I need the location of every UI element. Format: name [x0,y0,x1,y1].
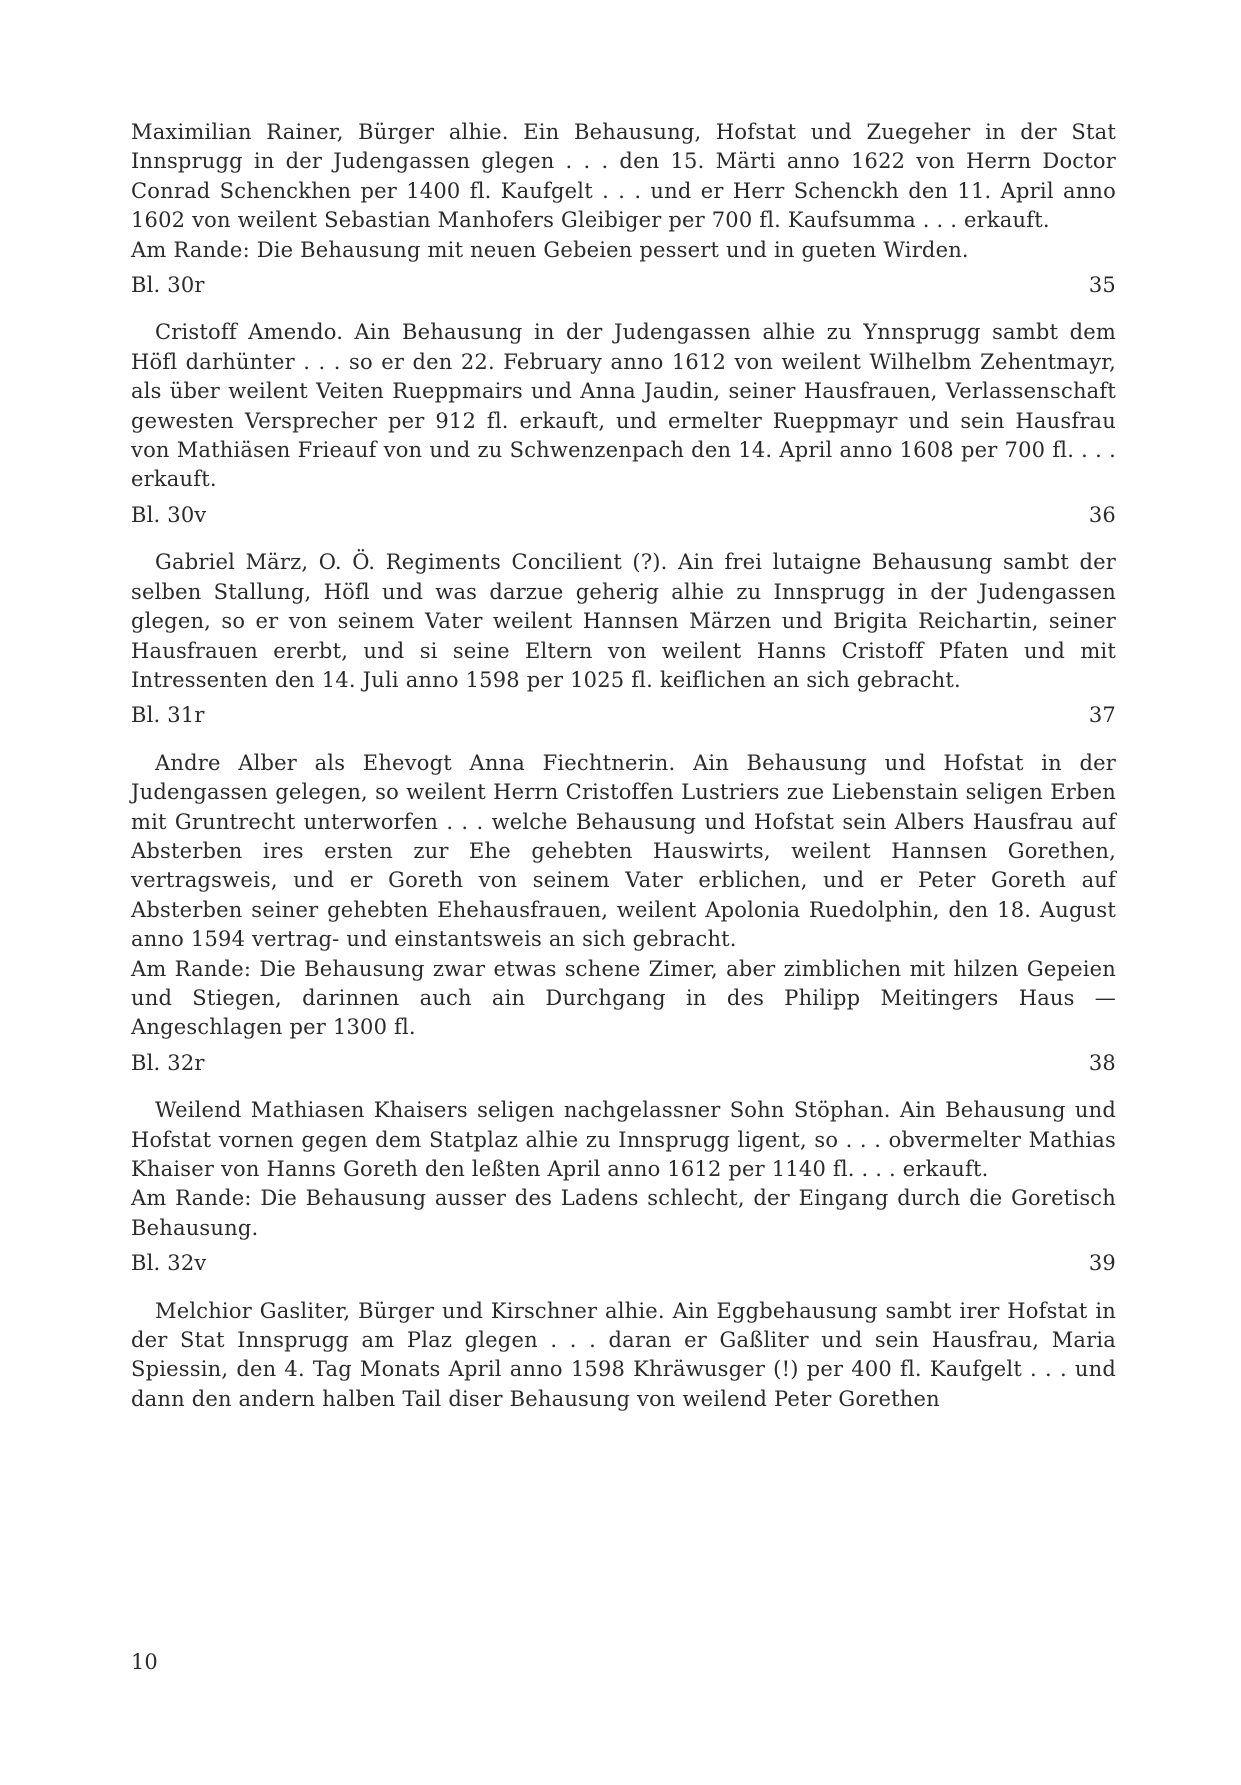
entry-number: 39 [1088,1251,1116,1276]
folio-reference: Bl. 30r [131,273,205,298]
entry-text: Cristoff Amendo. Ain Behausung in der Judengassen alhie zu Ynnsprugg sambt dem Höfl darhünter . . . so er den 22. February anno 1612 von weilent Wilhelbm Zehentmayr, als über weilent Veiten Rueppmairs und Anna Jaudin, seiner Hausfrauen, Verlassenschaft gewesten Versprecher per 912 fl. erkauft, und ermelter Rueppmayr und sein Hausfrau von Mathiäsen Frieauf von und zu Schwenzenpach den 14. April anno 1608 per 700 fl. . . . erkauft. [131,320,1116,492]
margin-note: Am Rande: Die Behausung mit neuen Gebeien pessert und in gueten Wirden. [131,237,969,262]
entry-text: Weilend Mathiasen Khaisers seligen nachgelassner Sohn Stöphan. Ain Behausung und Hofstat vornen gegen dem Statplaz alhie zu Innsprugg ligent, so . . . obvermelter Mathias Khaiser von Hanns Goreth den leßten April anno 1612 per 1140 fl. . . . erkauft. [131,1098,1116,1181]
folio-reference: Bl. 30v [131,502,207,527]
margin-note: Am Rande: Die Behausung zwar etwas schene Zimer, aber zimblichen mit hilzen Gepeien und Stiegen, darinnen auch ain Durchgang in des Philipp Meitingers Haus — Angeschlagen per 1300 fl. [131,956,1116,1040]
folio-reference: Bl. 32r [131,1050,205,1075]
entry-text: Andre Alber als Ehevogt Anna Fiechtnerin. Ain Behausung und Hofstat in der Judengassen gelegen, so weilent Herrn Cristoffen Lustriers zue Liebenstain seligen Erben mit Gruntrecht unterworfen . . . welche Behausung und Hofstat sein Albers Hausfrau auf Absterben ires ersten zur Ehe gehebten Hauswirts, weilent Hannsen Gorethen, vertragsweis, und er Goreth von seinem Vater erblichen, und er Peter Goreth auf Absterben seiner gehebten Ehehausfrauen, weilent Apolonia Ruedolphin, den 18. August anno 1594 vertrag- und einstantsweis an sich gebracht. [131,750,1116,952]
entry-number: 37 [1088,703,1116,728]
reference-row [131,1249,1116,1278]
entry-text: Gabriel März, O. Ö. Regiments Concilient (?). Ain frei lutaigne Behausung sambt der selben Stallung, Höfl und was darzue geherig alhie zu Innsprugg in der Judengassen glegen, so er von seinem Vater weilent Hannsen Märzen und Brigita Reichartin, seiner Hausfrauen ererbt, und si seine Eltern von weilent Hanns Cristoff Pfaten und mit Intressenten den 14. Juli anno 1598 per 1025 fl. keiflichen an sich gebracht. [131,550,1116,692]
entry-number: 36 [1088,502,1116,527]
document-page [131,118,1116,1414]
reference-row [131,501,1116,530]
margin-note: Am Rande: Die Behausung ausser des Ladens schlecht, der Eingang durch die Goretisch Behausung. [131,1186,1116,1240]
reference-row [131,701,1116,730]
entry-text: Melchior Gasliter, Bürger und Kirschner alhie. Ain Eggbehausung sambt irer Hofstat in der Stat Innsprugg am Plaz glegen . . . daran er Gaßliter und sein Hausfrau, Maria Spiessin, den 4. Tag Monats April anno 1598 Khräwusger (!) per 400 fl. Kaufgelt . . . und dann den andern halben Tail diser Behausung von weilend Peter Gorethen [131,1298,1116,1411]
entry-text: Maximilian Rainer, Bürger alhie. Ein Behausung, Hofstat und Zuegeher in der Stat Innsprugg in der Judengassen glegen . . . den 15. Märti anno 1622 von Herrn Doctor Conrad Schenckhen per 1400 fl. Kaufgelt . . . und er Herr Schenckh den 11. April anno 1602 von weilent Sebastian Manhofers Gleibiger per 700 fl. Kaufsumma . . . erkauft. [131,120,1116,233]
reference-row [131,271,1116,300]
entry-number: 38 [1088,1050,1116,1075]
folio-reference: Bl. 31r [131,703,205,728]
reference-row [131,1049,1116,1078]
entry-number: 35 [1088,273,1116,298]
page-number: 10 [131,1650,158,1674]
folio-reference: Bl. 32v [131,1251,207,1276]
